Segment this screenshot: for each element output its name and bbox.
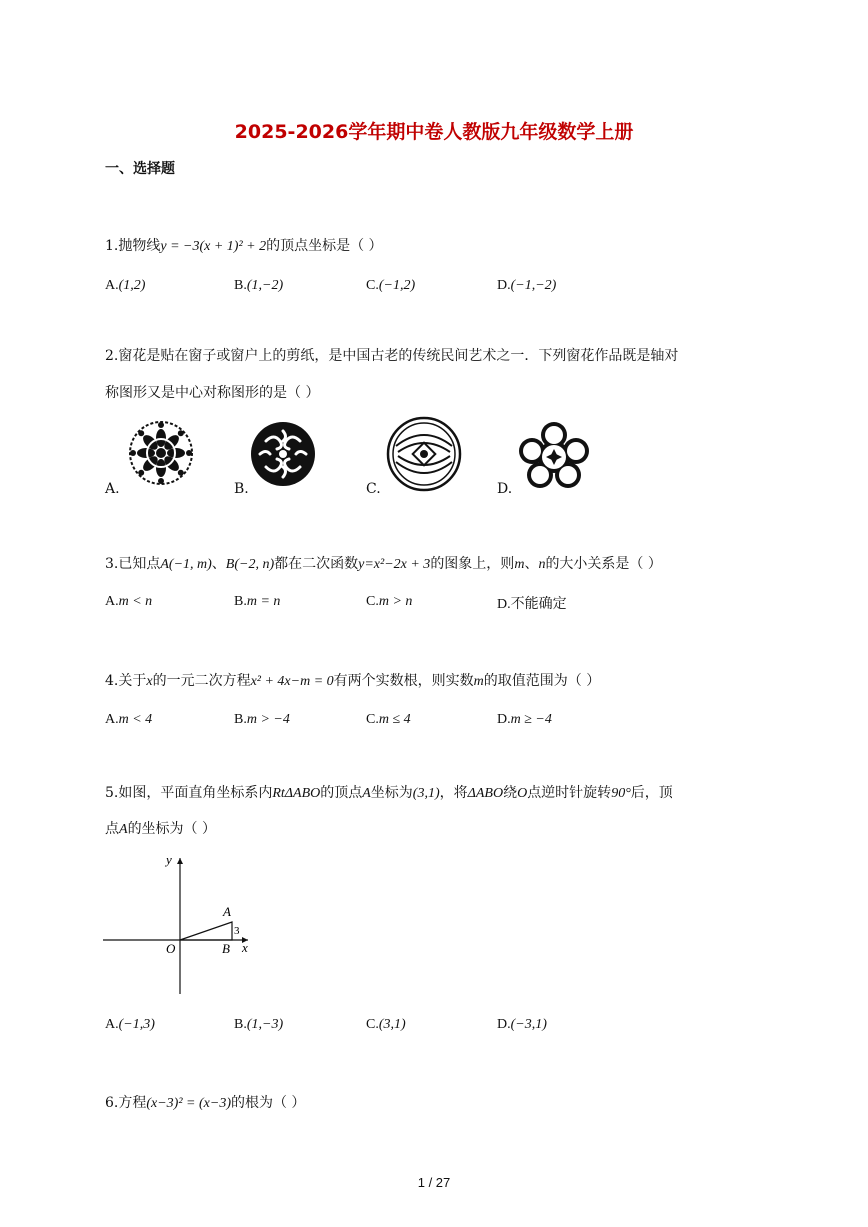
question-text: 的顶点坐标是（ ）: [266, 238, 383, 254]
math-expression: y = −3(x + 1)² + 2: [160, 239, 267, 254]
question-3-option-c: C.m > n: [366, 594, 413, 609]
question-1-option-a: A.(1,2): [105, 278, 146, 293]
question-3-option-a: A.m < n: [105, 594, 153, 609]
side-length-label: 3: [234, 925, 240, 937]
question-4-stem: 4.关于x的一元二次方程x² + 4x−m = 0有两个实数根，则实数m的取值范围为（ ）: [105, 673, 601, 689]
question-4-option-c: C.m ≤ 4: [366, 712, 411, 727]
question-3-option-b: B.m = n: [234, 594, 281, 609]
question-5-stem-line-2: 点A的坐标为（ ）: [105, 821, 217, 837]
plum-blossom-icon: [514, 421, 594, 491]
question-text: 1.抛物线: [105, 238, 161, 254]
question-4-option-d: D.m ≥ −4: [497, 712, 552, 727]
question-3-stem: 3.已知点A(−1, m)、B(−2, n)都在二次函数y=x²−2x + 3的图象上，则m、n的大小关系是（ ）: [105, 556, 662, 572]
section-heading: 一、选择题: [105, 161, 175, 177]
triangle-abo: [180, 922, 232, 940]
question-5-option-c: C.(3,1): [366, 1017, 406, 1032]
origin-label: O: [166, 941, 176, 956]
question-2-option-b-label: B.: [234, 481, 249, 497]
point-b-label: B: [222, 941, 230, 956]
x-axis-label: x: [242, 940, 248, 955]
question-6-stem: 6.方程(x−3)² = (x−3)的根为（ ）: [105, 1095, 306, 1111]
question-1-option-c: C.(−1,2): [366, 278, 416, 293]
question-5-option-a: A.(−1,3): [105, 1017, 155, 1032]
question-4-option-a: A.m < 4: [105, 712, 153, 727]
question-1-option-b: B.(1,−2): [234, 278, 284, 293]
coordinate-figure: [98, 852, 258, 998]
question-2-option-c-label: C.: [366, 481, 381, 497]
question-5-option-d: D.(−3,1): [497, 1017, 547, 1032]
question-1-stem: [105, 235, 383, 258]
question-2-stem-line-1: 2.窗花是贴在窗子或窗户上的剪纸，是中国古老的传统民间艺术之一．下列窗花作品既是轴对: [105, 348, 679, 364]
coin-circle-icon: [386, 416, 462, 492]
document-title: 2025-2026学年期中卷人教版九年级数学上册: [234, 121, 634, 143]
question-5-stem-line-1: 5.如图，平面直角坐标系内RtΔABO的顶点A坐标为(3,1)，将ΔABO绕O点逆时针旋转90°后，顶: [105, 785, 673, 801]
question-2-option-d-label: D.: [497, 481, 513, 497]
question-1-option-d: D.(−1,−2): [497, 278, 557, 293]
question-2-stem-line-2: 称图形又是中心对称图形的是（ ）: [105, 385, 320, 401]
y-axis-arrow-icon: [177, 858, 183, 864]
page-number: 1 / 27: [417, 1175, 451, 1190]
question-4-option-b: B.m > −4: [234, 712, 290, 727]
y-axis-label: y: [166, 852, 172, 867]
point-a-label: A: [223, 904, 231, 919]
question-2-option-a-label: A.: [105, 481, 120, 497]
question-3-option-d: D.不能确定: [497, 596, 567, 612]
question-5-option-b: B.(1,−3): [234, 1017, 284, 1032]
flower-mandala-icon: [128, 420, 194, 486]
swirl-circle-icon: [250, 421, 316, 487]
